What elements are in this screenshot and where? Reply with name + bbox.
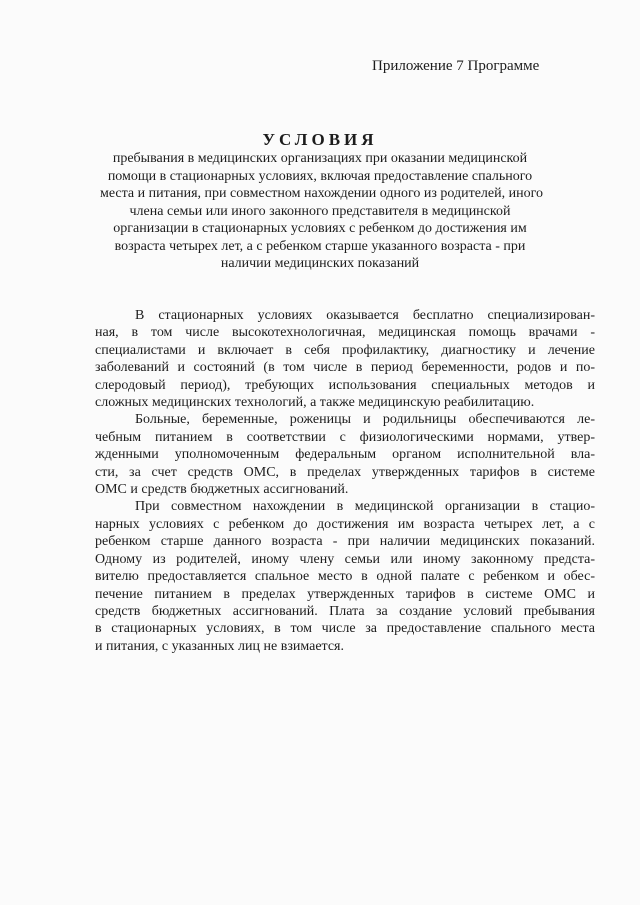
paragraph-line: заболеваний и состояний (в том числе в период беременности, родов и по- xyxy=(95,360,595,376)
subtitle-line: пребывания в медицинских организациях при оказании медицинской xyxy=(112,151,528,166)
document-title: УСЛОВИЯ xyxy=(262,130,378,149)
paragraph-line: нарных условиях с ребенком до достижения им возраста четырех лет, а с xyxy=(95,516,595,532)
document-subtitle xyxy=(100,150,544,273)
subtitle-line: возраста четырех лет, а с ребенком старше указанного возраста - при xyxy=(114,238,526,254)
paragraph-line: специалистами и включает в себя профилактику, диагностику и лечение xyxy=(95,342,595,358)
paragraph-line: средств бюджетных ассигнований. Плата за создание условий пребывания xyxy=(95,603,595,619)
paragraph-line: ная, в том числе высокотехнологичная, медицинская помощь врачами - xyxy=(95,325,595,341)
paragraph-line: в стационарных условиях, в том числе за предоставление спального места xyxy=(95,621,595,637)
paragraph-line: слеродовый период), требующих использования специальных методов и xyxy=(95,377,595,393)
document-body xyxy=(95,307,595,655)
paragraph xyxy=(95,307,595,411)
subtitle-line: организации в стационарных условиях с ребенком до достижения им xyxy=(113,221,527,236)
paragraph-line: сти, за счет средств ОМС, в пределах утвержденных тарифов в системе xyxy=(95,464,595,480)
paragraph-line: В стационарных условиях оказывается бесплатно специализирован- xyxy=(135,308,595,323)
subtitle-line: места и питания, при совместном нахождении одного из родителей, иного xyxy=(100,186,544,201)
paragraph-line: сложных медицинских технологий, а также медицинскую реабилитацию. xyxy=(95,395,535,411)
paragraph-line: При совместном нахождении в медицинской организации в стацио- xyxy=(135,499,595,515)
subtitle-line: помощи в стационарных условиях, включая предоставление спального xyxy=(107,168,533,184)
paragraph xyxy=(95,411,595,498)
subtitle-line: наличии медицинских показаний xyxy=(220,256,420,271)
paragraph xyxy=(95,498,595,655)
paragraph-line: печение питанием в пределах утвержденных тарифов в системе ОМС и xyxy=(95,586,595,602)
paragraph-line: ребенком старше данного возраста - при наличии медицинских показаний. xyxy=(95,534,595,550)
paragraph-line: Больные, беременные, роженицы и родильницы обеспечиваются ле- xyxy=(135,412,595,428)
paragraph-line: Одному из родителей, иному члену семьи или иному законному предста- xyxy=(95,551,595,567)
paragraph-line: чебным питанием в соответствии с физиологическими нормами, утвер- xyxy=(95,429,595,445)
paragraph-line: жденными уполномоченным федеральным органом исполнительной вла- xyxy=(95,447,595,463)
paragraph-line: ОМС и средств бюджетных ассигнований. xyxy=(95,482,349,498)
paragraph-line: вителю предоставляется спальное место в одной палате с ребенком и обес- xyxy=(95,569,595,585)
subtitle-line: члена семьи или иного законного представителя в медицинской xyxy=(129,203,511,219)
paragraph-line: и питания, с указанных лиц не взимается. xyxy=(95,638,344,654)
appendix-label: Приложение 7 Программе xyxy=(372,58,540,74)
